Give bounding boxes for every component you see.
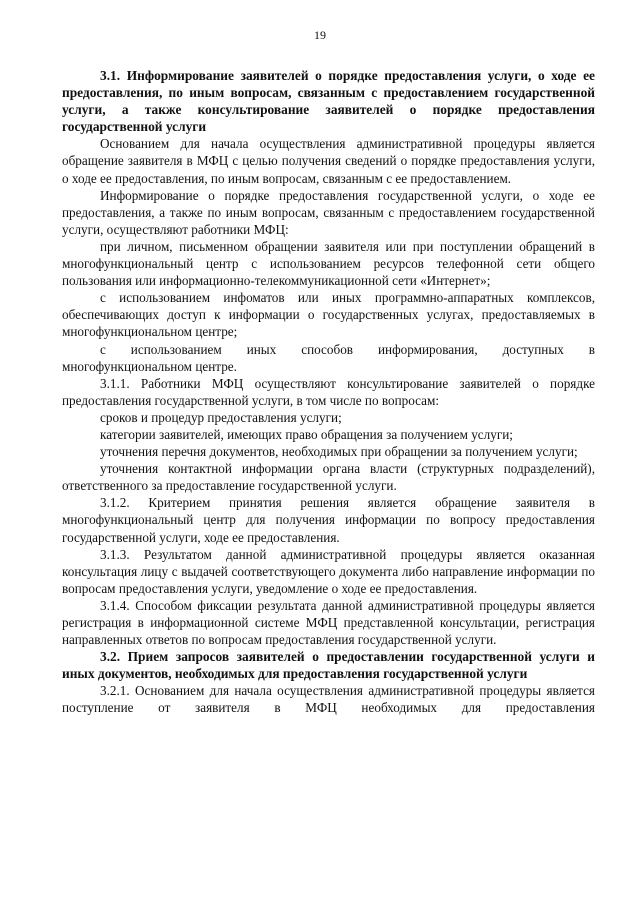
paragraph: 3.1.1. Работники МФЦ осуществляют консультирование заявителей о порядке предоставления государственной услуги, в том числе по вопросам:	[62, 375, 595, 408]
page-number: 19	[314, 28, 326, 42]
list-item: с использованием иных способов информирования, доступных в многофункциональном центре.	[62, 341, 595, 374]
paragraph: 3.1.2. Критерием принятия решения является обращение заявителя в многофункциональный центр для получения информации по вопросу предоставления государственной услуги, ходе ее предоставления.	[62, 495, 595, 545]
section-3-1-heading: 3.1. Информирование заявителей о порядке предоставления услуги, о ходе ее предоставления, по иным вопросам, связанным с предоставлением государственной услуги, а также консультирование заявителей о порядке предоставления государственной услуги	[62, 68, 595, 135]
list-item: уточнения контактной информации органа власти (структурных подразделений), ответственного за предоставление государственной услуги.	[62, 461, 595, 494]
list-item: при личном, письменном обращении заявителя или при поступлении обращений в многофункциональный центр с использованием ресурсов телефонной сети общего пользования или информационно-телекоммуникационной сети «Интернет»;	[62, 238, 595, 289]
list-item: сроков и процедур предоставления услуги;	[100, 409, 342, 425]
paragraph: 3.2.1. Основанием для начала осуществления административной процедуры является поступление от заявителя в МФЦ необходимых для предоставления	[62, 683, 595, 716]
paragraph: Основанием для начала осуществления административной процедуры является обращение заявителя в МФЦ с целью получения сведений о порядке предоставления услуги, о ходе ее предоставления, по иным вопросам, связанным с ее предоставлением.	[62, 136, 595, 186]
list-item: с использованием инфоматов или иных программно-аппаратных комплексов, обеспечивающих доступ к информации о государственных услугах, предоставляемых в многофункциональном центре;	[62, 290, 595, 340]
paragraph: Информирование о порядке предоставления государственной услуги, о ходе ее предоставления, а также по иным вопросам, связанным с предоставлением государственной услуги, осуществляют работники МФЦ:	[62, 187, 595, 237]
paragraph: 3.1.4. Способом фиксации результата данной административной процедуры является регистрация в информационной системе МФЦ представленной консультации, регистрация направленных ответов по вопросам предоставления государственной услуги.	[62, 597, 595, 648]
list-item: уточнения перечня документов, необходимых при обращении за получением услуги;	[100, 444, 578, 460]
list-item: категории заявителей, имеющих право обращения за получением услуги;	[100, 426, 513, 442]
section-3-2-heading: 3.2. Прием запросов заявителей о предоставлении государственной услуги и иных документов, необходимых для предоставления государственной услуги	[62, 649, 595, 682]
paragraph: 3.1.3. Результатом данной административной процедуры является оказанная консультация лицу с выдачей соответствующего документа либо направление информации по вопросам предоставления услуги, уведомление о ходе ее предоставления.	[62, 546, 595, 596]
document-body	[62, 67, 595, 717]
